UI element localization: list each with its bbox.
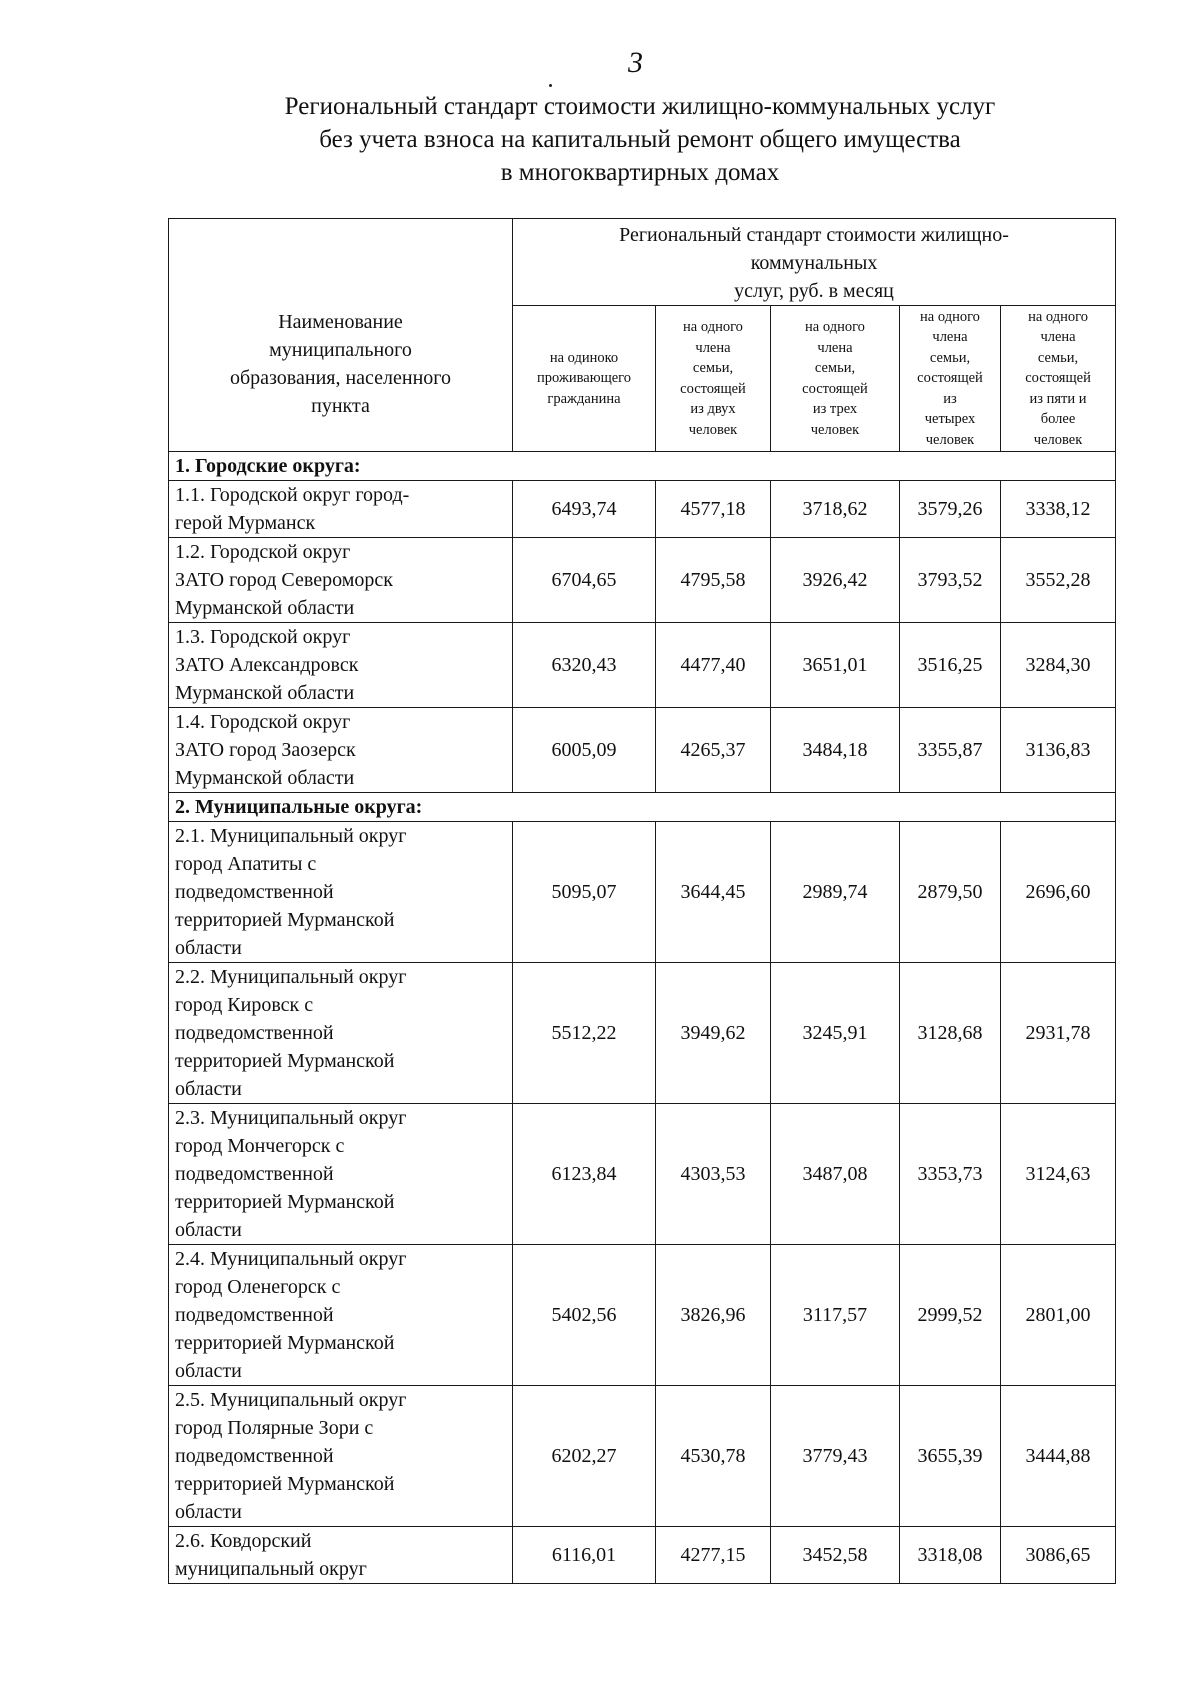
header-line: из <box>943 390 957 407</box>
header-line: Наименование <box>278 311 403 333</box>
name-line: подведомственной <box>175 1304 334 1326</box>
value-cell: 3579,26 <box>900 481 1001 538</box>
value-cell: 3926,42 <box>771 538 900 623</box>
value-cell: 3128,68 <box>900 963 1001 1104</box>
name-line: Мурманской области <box>175 682 355 704</box>
value-cell: 4795,58 <box>656 538 771 623</box>
header-line: услуг, руб. в месяц <box>734 280 894 302</box>
header-column <box>1001 306 1116 452</box>
value-cell: 5095,07 <box>513 822 656 963</box>
header-line: на одиноко <box>549 349 619 366</box>
dot-mark <box>549 84 552 87</box>
header-line: образования, населенного <box>229 367 452 389</box>
header-line: состоящей <box>802 380 868 397</box>
value-cell: 3444,88 <box>1001 1386 1116 1527</box>
table-row <box>169 623 1116 708</box>
name-line: 2.1. Муниципальный округ <box>175 825 407 847</box>
municipality-name <box>169 708 513 793</box>
header-line: человек <box>925 431 975 448</box>
name-line: ЗАТО Александровск <box>175 654 359 676</box>
value-cell: 3355,87 <box>900 708 1001 793</box>
name-line: 1.2. Городской округ <box>175 541 351 563</box>
name-line: город Кировск с <box>175 994 314 1016</box>
header-line: человек <box>688 421 738 438</box>
name-line: 2.3. Муниципальный округ <box>175 1107 407 1129</box>
header-name-column <box>169 219 513 452</box>
value-cell: 3124,63 <box>1001 1104 1116 1245</box>
section-row <box>169 452 1116 481</box>
value-cell: 4277,15 <box>656 1527 771 1584</box>
name-line: 1.4. Городской округ <box>175 711 351 733</box>
name-line: 1.1. Городской округ город- <box>175 484 410 506</box>
value-cell: 3718,62 <box>771 481 900 538</box>
name-line: территорией Мурманской <box>175 1473 395 1495</box>
header-line: человек <box>810 421 860 438</box>
table-row <box>169 1245 1116 1386</box>
name-line: области <box>175 1360 242 1382</box>
value-cell: 3655,39 <box>900 1386 1001 1527</box>
value-cell: 6493,74 <box>513 481 656 538</box>
value-cell: 5512,22 <box>513 963 656 1104</box>
name-line: 2.6. Ковдорский <box>175 1530 312 1552</box>
name-line: муниципальный округ <box>175 1558 367 1580</box>
header-line: гражданина <box>547 390 621 407</box>
name-line: области <box>175 1501 242 1523</box>
value-cell: 4303,53 <box>656 1104 771 1245</box>
header-column <box>656 306 771 452</box>
name-line: подведомственной <box>175 1445 334 1467</box>
name-line: подведомственной <box>175 1163 334 1185</box>
municipality-name <box>169 963 513 1104</box>
value-cell: 2801,00 <box>1001 1245 1116 1386</box>
header-line: на одного <box>920 308 980 325</box>
value-cell: 6116,01 <box>513 1527 656 1584</box>
value-cell: 6704,65 <box>513 538 656 623</box>
name-line: Мурманской области <box>175 597 355 619</box>
table-row <box>169 1386 1116 1527</box>
municipality-name <box>169 623 513 708</box>
header-line: коммунальных <box>750 252 878 274</box>
value-cell: 3793,52 <box>900 538 1001 623</box>
title-line: Региональный стандарт стоимости жилищно-коммунальных услуг <box>284 93 996 120</box>
value-cell: 3644,45 <box>656 822 771 963</box>
header-line: состоящей <box>917 370 983 387</box>
header-line: семьи, <box>814 360 856 376</box>
header-line: проживающего <box>536 370 632 387</box>
table-row <box>169 481 1116 538</box>
table-row <box>169 822 1116 963</box>
name-line: город Мончегорск с <box>175 1135 345 1157</box>
name-line: подведомственной <box>175 881 334 903</box>
name-line: город Оленегорск с <box>175 1276 341 1298</box>
value-cell: 3318,08 <box>900 1527 1001 1584</box>
municipality-name <box>169 822 513 963</box>
name-line: территорией Мурманской <box>175 1191 395 1213</box>
header-line: члена <box>1040 329 1076 346</box>
section-row <box>169 793 1116 822</box>
value-cell: 3338,12 <box>1001 481 1116 538</box>
name-line: территорией Мурманской <box>175 909 395 931</box>
page-number: 3 <box>628 46 643 79</box>
value-cell: 3552,28 <box>1001 538 1116 623</box>
name-line: 2.2. Муниципальный округ <box>175 966 407 988</box>
municipality-name <box>169 538 513 623</box>
name-line: город Полярные Зори с <box>175 1417 374 1439</box>
header-line: из двух <box>690 401 736 417</box>
header-line: Региональный стандарт стоимости жилищно- <box>619 224 1009 246</box>
header-line: семьи, <box>929 349 971 366</box>
name-line: области <box>175 1078 242 1100</box>
header-line: состоящей <box>680 380 746 397</box>
name-line: 2.4. Муниципальный округ <box>175 1248 407 1270</box>
header-line: муниципального <box>269 339 412 361</box>
title-line: без учета взноса на капитальный ремонт общего имущества <box>319 126 961 153</box>
value-cell: 3484,18 <box>771 708 900 793</box>
header-line: на одного <box>1028 308 1088 325</box>
value-cell: 6320,43 <box>513 623 656 708</box>
document-title <box>160 90 1120 189</box>
header-line: более <box>1040 411 1076 428</box>
header-line: на одного <box>683 319 743 335</box>
name-line: области <box>175 937 242 959</box>
header-line: члена <box>817 339 853 356</box>
standard-table <box>168 218 1116 1584</box>
table-row <box>169 1104 1116 1245</box>
value-cell: 2696,60 <box>1001 822 1116 963</box>
municipality-name <box>169 481 513 538</box>
header-column <box>771 306 900 452</box>
value-cell: 2931,78 <box>1001 963 1116 1104</box>
value-cell: 4577,18 <box>656 481 771 538</box>
municipality-name <box>169 1527 513 1584</box>
municipality-name <box>169 1245 513 1386</box>
table-row <box>169 963 1116 1104</box>
name-line: Мурманской области <box>175 767 355 789</box>
table-row <box>169 708 1116 793</box>
value-cell: 2989,74 <box>771 822 900 963</box>
value-cell: 3826,96 <box>656 1245 771 1386</box>
header-line: из пяти и <box>1029 390 1087 407</box>
value-cell: 3779,43 <box>771 1386 900 1527</box>
name-line: области <box>175 1219 242 1241</box>
value-cell: 4477,40 <box>656 623 771 708</box>
header-line: на одного <box>805 319 865 335</box>
value-cell: 3452,58 <box>771 1527 900 1584</box>
header-line: семьи, <box>1037 349 1079 366</box>
section-title: 1. Городские округа: <box>169 452 1116 481</box>
header-line: человек <box>1033 431 1083 448</box>
table-row <box>169 538 1116 623</box>
value-cell: 3245,91 <box>771 963 900 1104</box>
header-line: члена <box>932 329 968 346</box>
name-line: 2.5. Муниципальный округ <box>175 1389 407 1411</box>
header-column <box>513 306 656 452</box>
value-cell: 6123,84 <box>513 1104 656 1245</box>
name-line: город Апатиты с <box>175 853 317 875</box>
name-line: ЗАТО город Североморск <box>175 569 393 591</box>
value-cell: 3487,08 <box>771 1104 900 1245</box>
header-line: из трех <box>812 401 858 417</box>
value-cell: 3516,25 <box>900 623 1001 708</box>
value-cell: 2879,50 <box>900 822 1001 963</box>
value-cell: 2999,52 <box>900 1245 1001 1386</box>
header-line: члена <box>695 339 731 356</box>
name-line: герой Мурманск <box>175 512 316 534</box>
value-cell: 3136,83 <box>1001 708 1116 793</box>
header-group <box>513 219 1116 306</box>
value-cell: 6005,09 <box>513 708 656 793</box>
title-line: в многоквартирных домах <box>500 159 780 186</box>
header-line: пункта <box>311 395 370 417</box>
header-line: семьи, <box>692 360 734 376</box>
value-cell: 4265,37 <box>656 708 771 793</box>
value-cell: 3949,62 <box>656 963 771 1104</box>
value-cell: 3086,65 <box>1001 1527 1116 1584</box>
value-cell: 6202,27 <box>513 1386 656 1527</box>
value-cell: 3651,01 <box>771 623 900 708</box>
municipality-name <box>169 1104 513 1245</box>
name-line: территорией Мурманской <box>175 1050 395 1072</box>
table-row <box>169 1527 1116 1584</box>
value-cell: 3117,57 <box>771 1245 900 1386</box>
name-line: ЗАТО город Заозерск <box>175 739 356 761</box>
header-line: четырех <box>924 411 976 428</box>
value-cell: 5402,56 <box>513 1245 656 1386</box>
header-line: состоящей <box>1025 370 1091 387</box>
value-cell: 3353,73 <box>900 1104 1001 1245</box>
header-column <box>900 306 1001 452</box>
section-title: 2. Муниципальные округа: <box>169 793 1116 822</box>
name-line: территорией Мурманской <box>175 1332 395 1354</box>
value-cell: 4530,78 <box>656 1386 771 1527</box>
value-cell: 3284,30 <box>1001 623 1116 708</box>
name-line: подведомственной <box>175 1022 334 1044</box>
municipality-name <box>169 1386 513 1527</box>
name-line: 1.3. Городской округ <box>175 626 351 648</box>
